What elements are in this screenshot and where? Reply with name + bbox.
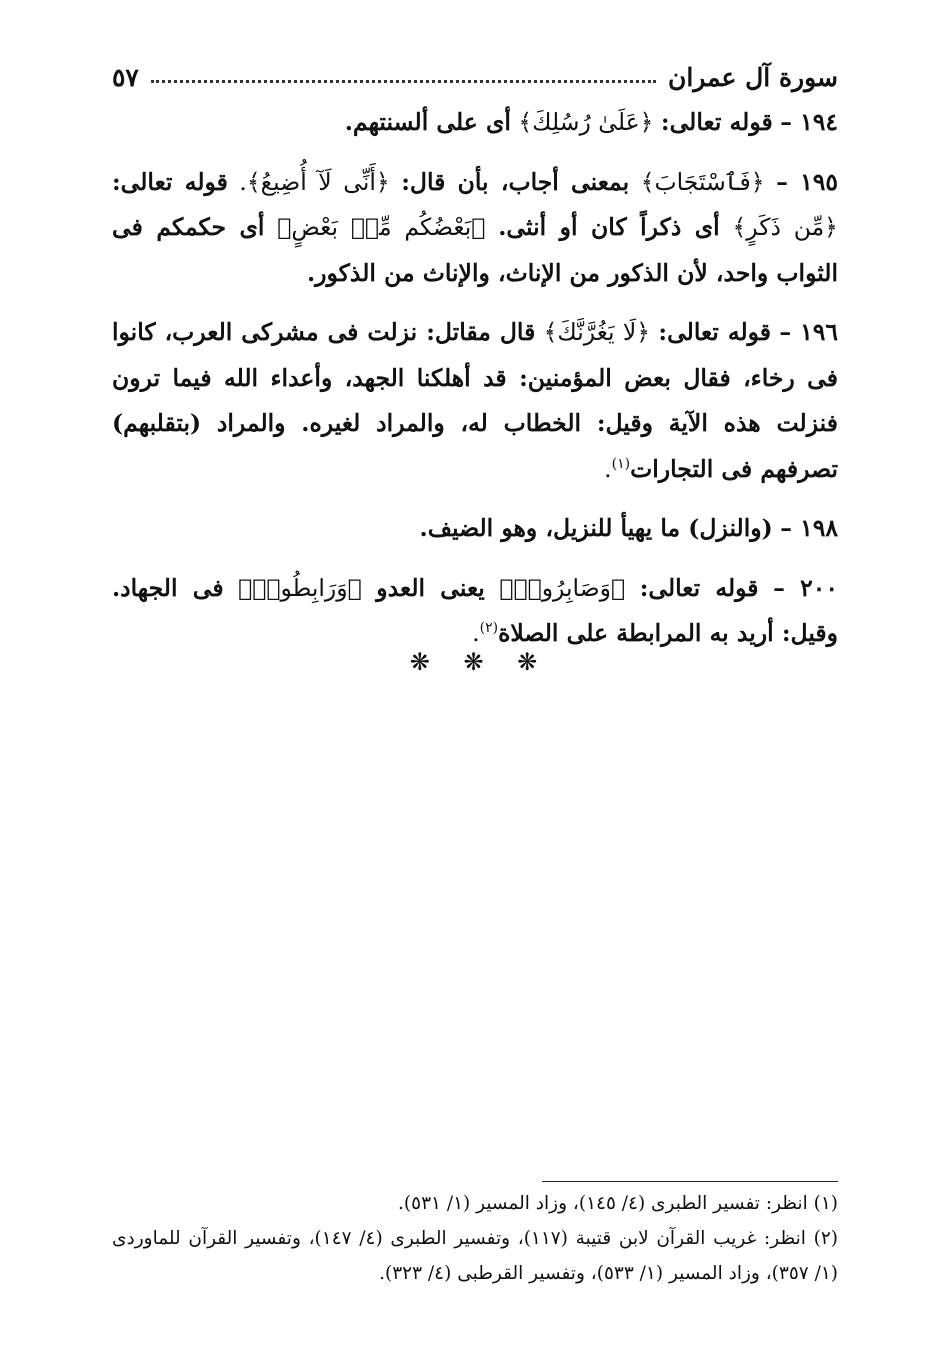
footnote-1: (١) انظر: تفسير الطبرى (٤/ ١٤٥)، وزاد المسير (١/ ٥٣١). — [398, 1193, 838, 1214]
commentary-paragraph-196 — [112, 310, 838, 492]
footnote-2: (٢) انظر: غريب القرآن لابن قتيبة (١١٧)، وتفسير الطبرى (٤/ ١٤٧)، وتفسير القرآن للماوردى (١/ ٣٥٧)، وزاد المسير (١/ ٥٣٣)، وتفسير القرطبى (٤/ ٣٢٣). — [112, 1228, 838, 1284]
commentary-text: فى الجهاد. وقيل: أريد به المرابطة على الصلاة — [112, 573, 838, 647]
footnote-rule — [542, 1181, 838, 1182]
footnote-ref: (٢) — [479, 620, 499, 637]
footnote-ref: (١) — [611, 455, 631, 472]
quran-quote: ﴿بَعْضُكُم مِّنۢ بَعْضٍ﴾ — [277, 213, 486, 241]
lead-phrase: قوله تعالى: — [660, 108, 773, 136]
running-title: سورة آل عمران — [667, 63, 838, 92]
quran-quote: ﴿فَٱسْتَجَابَ﴾ — [640, 167, 765, 196]
commentary-text: بمعنى أجاب، بأن قال: — [401, 167, 630, 196]
verse-number: ١٩٥ – — [776, 167, 838, 196]
commentary-paragraph-198 — [112, 506, 838, 552]
commentary-text: أى ذكراً كان أو أنثى. — [498, 213, 720, 241]
sentence-end: . — [604, 454, 612, 483]
lead-phrase: قوله تعالى: — [639, 573, 759, 602]
quran-quote: ﴿مِّن ذَكَرٍ﴾ — [732, 213, 838, 241]
commentary-text: يعنى العدو — [376, 573, 485, 602]
section-separator: ❋ ❋ ❋ — [409, 648, 538, 676]
commentary-text: (والنزل) ما يهيأ للنزيل، وهو الضيف. — [419, 514, 773, 542]
quran-quote: ﴿عَلَىٰ رُسُلِكَ﴾ — [518, 108, 654, 136]
quran-quote: ﴿وَصَابِرُوا۟﴾ — [499, 573, 626, 602]
lead-phrase: قوله تعالى: — [658, 318, 771, 346]
verse-number: ١٩٦ – — [779, 318, 838, 346]
verse-number: ٢٠٠ – — [773, 573, 838, 602]
verse-number: ١٩٤ – — [780, 108, 838, 136]
commentary-paragraph-200 — [112, 566, 838, 657]
main-text — [112, 100, 838, 671]
commentary-text: قال مقاتل: نزلت فى مشركى العرب، كانوا فى رخاء، فقال بعض المؤمنين: قد أهلكنا الجهد، وأعداء الله فيما ترون فنزلت هذه الآية وقيل: الخطاب له، والمراد لغيره. والمراد (بتقلبهم) تصرفهم فى التجارات — [112, 318, 838, 483]
quran-quote: ﴿أَنِّى لَآ أُضِيعُ﴾. — [239, 167, 390, 196]
page-number: ٥٧ — [112, 63, 139, 92]
commentary-text: أى على ألسنتهم. — [344, 108, 511, 136]
lead-phrase: قوله تعالى: — [112, 167, 228, 196]
leader-dots — [151, 79, 656, 83]
page-header — [112, 48, 838, 92]
commentary-paragraph-195 — [112, 160, 838, 297]
sentence-end: . — [472, 619, 480, 647]
quran-quote: ﴿وَرَابِطُوا۟﴾ — [238, 573, 362, 602]
commentary-text: أى حكمكم فى الثواب واحد، لأن الذكور من الإناث، والإناث من الذكور. — [112, 213, 838, 287]
footnotes — [112, 1186, 838, 1291]
quran-quote: ﴿لَا يَغُرَّنَّكَ﴾ — [543, 318, 651, 346]
verse-number: ١٩٨ – — [780, 514, 838, 542]
commentary-paragraph-194 — [112, 100, 838, 146]
